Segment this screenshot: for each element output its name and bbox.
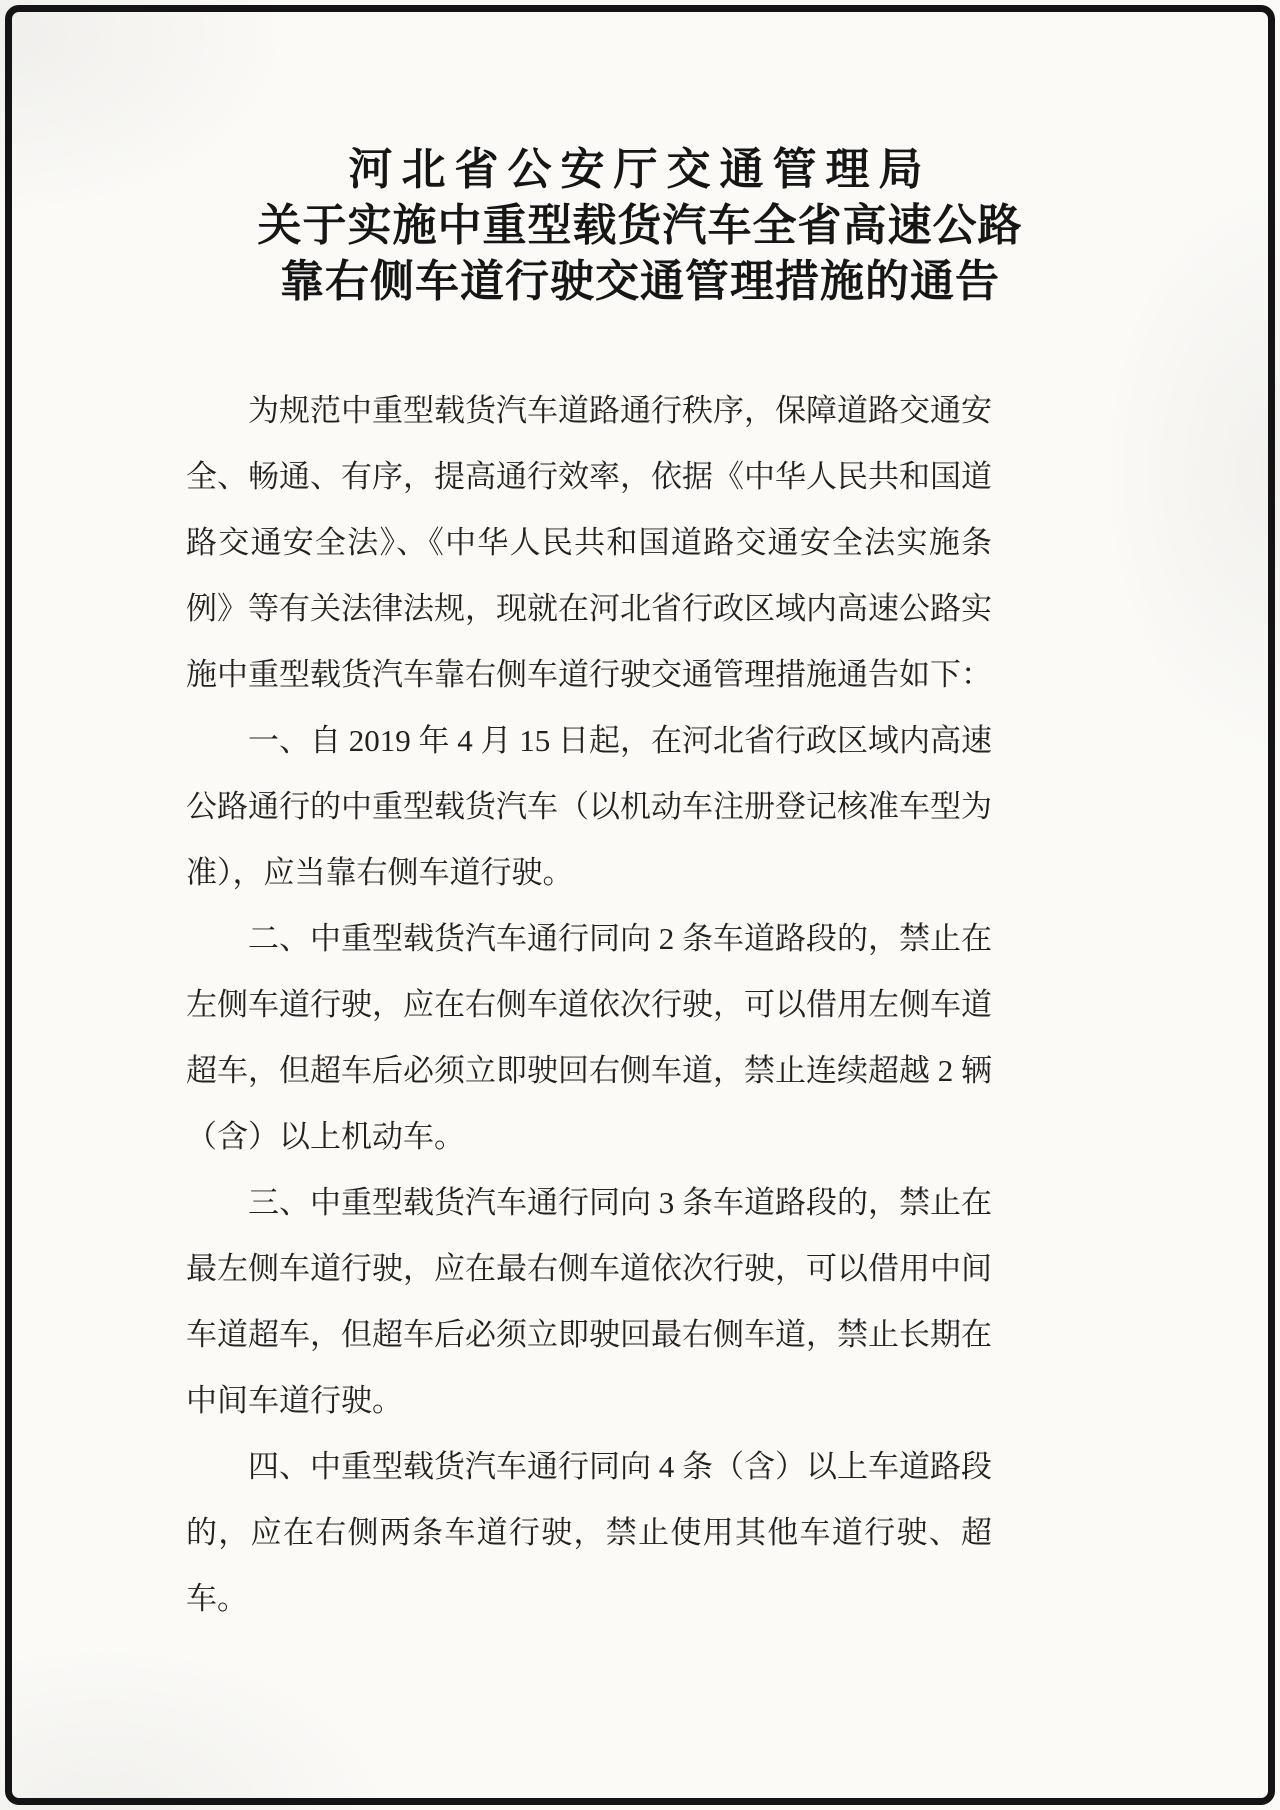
title-line-1: 河北省公安厅交通管理局 — [348, 145, 932, 194]
body-paragraph-item-1: 一、自 2019 年 4 月 15 日起，在河北省行政区域内高速公路通行的中重型载货汽车（以机动车注册登记核准车型为准），应当靠右侧车道行驶。 — [186, 723, 992, 890]
body-paragraph-item-4: 四、中重型载货汽车通行同向 4 条（含）以上车道路段的，应在右侧两条车道行驶，禁止使用其他车道行驶、超车。 — [186, 1449, 992, 1616]
title-line-3: 靠右侧车道行驶交通管理措施的通告 — [280, 257, 1000, 306]
title-line-2: 关于实施中重型载货汽车全省高速公路 — [257, 201, 1023, 250]
document-body — [186, 378, 992, 1632]
document-title — [0, 142, 1280, 310]
body-paragraph-item-2: 二、中重型载货汽车通行同向 2 条车道路段的，禁止在左侧车道行驶，应在右侧车道依次行驶，可以借用左侧车道超车，但超车后必须立即驶回右侧车道，禁止连续超越 2 辆（含）以上机动车。 — [186, 921, 992, 1154]
body-paragraph-item-3: 三、中重型载货汽车通行同向 3 条车道路段的，禁止在最左侧车道行驶，应在最右侧车道依次行驶，可以借用中间车道超车，但超车后必须立即驶回最右侧车道，禁止长期在中间车道行驶。 — [186, 1185, 992, 1418]
body-paragraph-intro: 为规范中重型载货汽车道路通行秩序，保障道路交通安全、畅通、有序，提高通行效率，依据《中华人民共和国道路交通安全法》、《中华人民共和国道路交通安全法实施条例》等有关法律法规，现就在河北省行政区域内高速公路实施中重型载货汽车靠右侧车道行驶交通管理措施通告如下： — [186, 393, 992, 692]
